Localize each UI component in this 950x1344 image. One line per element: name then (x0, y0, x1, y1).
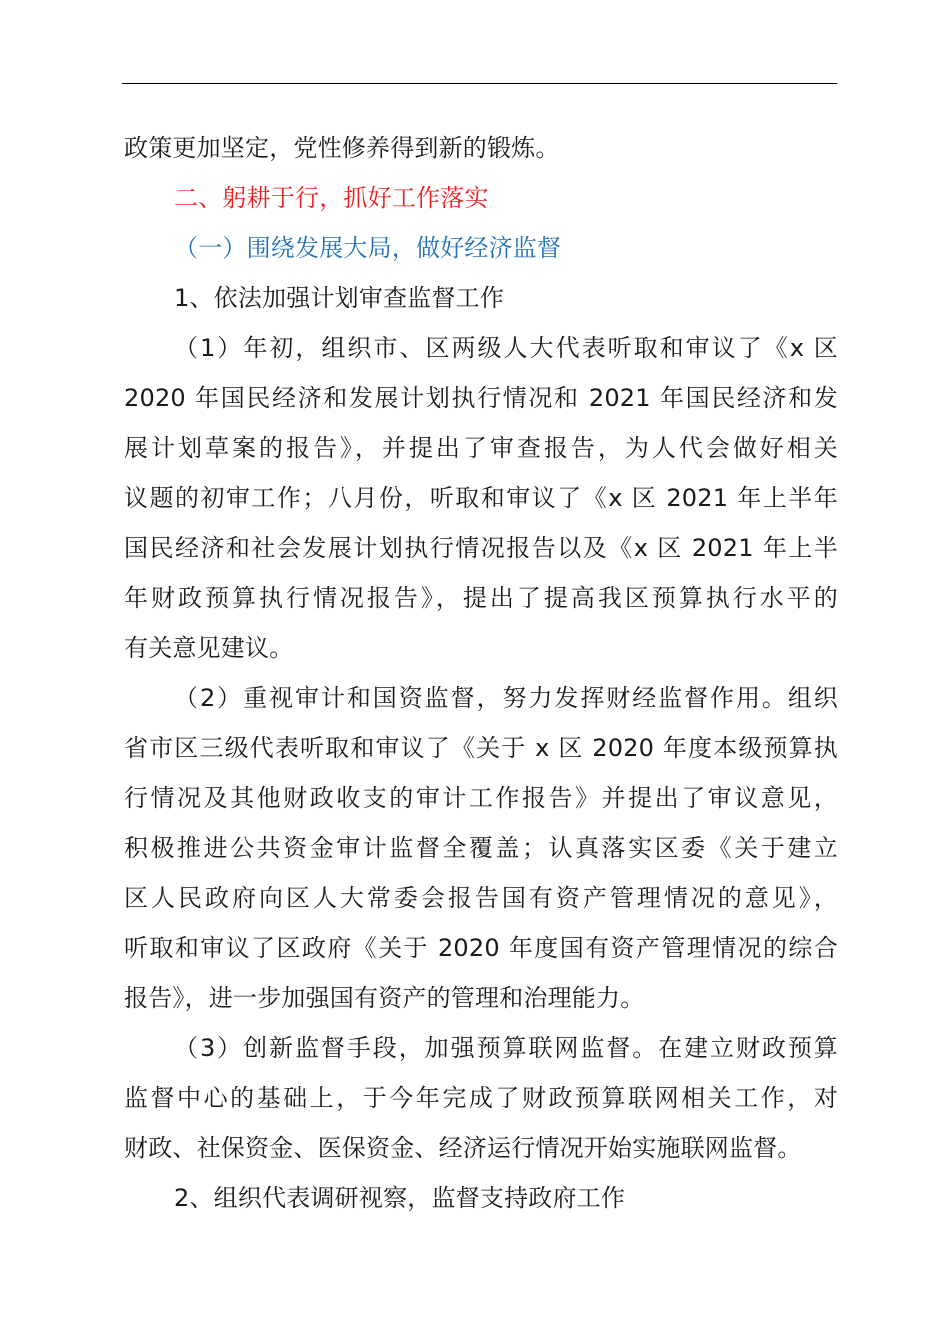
subsection-heading: （一）围绕发展大局，做好经济监督 (174, 234, 562, 262)
item-heading-1: 1、依法加强计划审查监督工作 (174, 284, 505, 312)
paragraph-line: 区人民政府向区人大常委会报告国有资产管理情况的意见》， (124, 884, 838, 912)
paragraph-line: （1）年初，组织市、区两级人大代表听取和审议了《x 区 (174, 334, 838, 362)
paragraph-line: 行情况及其他财政收支的审计工作报告》并提出了审议意见， (124, 784, 838, 812)
header-rule (122, 83, 837, 84)
paragraph-1 (124, 323, 838, 673)
paragraph-2 (124, 673, 838, 1023)
paragraph-line: 财政、社保资金、医保资金、经济运行情况开始实施联网监督。 (124, 1134, 802, 1162)
paragraph-line: 监督中心的基础上，于今年完成了财政预算联网相关工作，对 (124, 1084, 838, 1112)
paragraph-line: 年财政预算执行情况报告》，提出了提高我区预算执行水平的 (124, 584, 838, 612)
paragraph-line: 国民经济和社会发展计划执行情况报告以及《x 区 2021 年上半 (124, 534, 838, 562)
paragraph-line: 积极推进公共资金审计监督全覆盖；认真落实区委《关于建立 (124, 834, 838, 862)
section-heading: 二、躬耕于行，抓好工作落实 (174, 184, 489, 212)
paragraph-line: 展计划草案的报告》，并提出了审查报告，为人代会做好相关 (124, 434, 838, 462)
paragraph-line: 听取和审议了区政府《关于 2020 年度国有资产管理情况的综合 (124, 934, 838, 962)
paragraph-line: （3）创新监督手段，加强预算联网监督。在建立财政预算 (174, 1034, 838, 1062)
paragraph-line: 2020 年国民经济和发展计划执行情况和 2021 年国民经济和发 (124, 384, 838, 412)
paragraph-line: 议题的初审工作；八月份，听取和审议了《x 区 2021 年上半年 (124, 484, 838, 512)
paragraph-line: 有关意见建议。 (124, 634, 294, 662)
paragraph-line: 省市区三级代表听取和审议了《关于 x 区 2020 年度本级预算执 (124, 734, 838, 762)
paragraph-line: 报告》，进一步加强国有资产的管理和治理能力。 (124, 984, 645, 1012)
paragraph-line: （2）重视审计和国资监督，努力发挥财经监督作用。组织 (174, 684, 838, 712)
paragraph-3 (124, 1023, 838, 1173)
continuation-line: 政策更加坚定，党性修养得到新的锻炼。 (124, 134, 560, 162)
item-heading-2: 2、组织代表调研视察，监督支持政府工作 (174, 1184, 626, 1212)
document-body (124, 123, 838, 1223)
